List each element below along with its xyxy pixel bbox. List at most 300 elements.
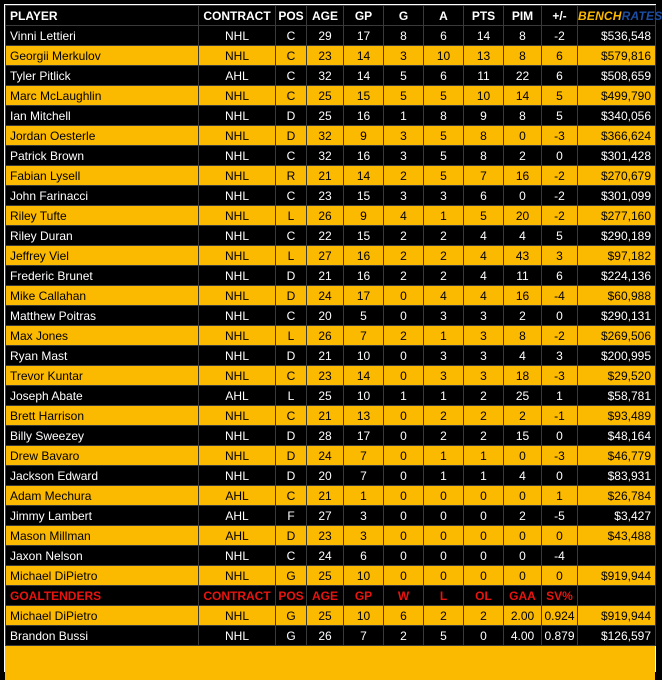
- salary-cell: [578, 546, 656, 566]
- games-played-cell: 1: [344, 486, 384, 506]
- contract-cell: NHL: [199, 606, 276, 626]
- contract-cell: NHL: [199, 286, 276, 306]
- points-cell: 2: [464, 426, 504, 446]
- position-cell: D: [276, 266, 307, 286]
- goals-cell: 3: [384, 46, 424, 66]
- games-played-cell: 10: [344, 386, 384, 406]
- goals-cell: 8: [384, 26, 424, 46]
- player-name-cell: Jaxon Nelson: [6, 546, 199, 566]
- points-cell: 0: [464, 566, 504, 586]
- position-cell: C: [276, 46, 307, 66]
- goals-cell: 4: [384, 206, 424, 226]
- points-cell: 0: [464, 486, 504, 506]
- plus-minus-cell: 0: [542, 146, 578, 166]
- salary-cell: $26,784: [578, 486, 656, 506]
- contract-cell: NHL: [199, 426, 276, 446]
- plus-minus-cell: 0: [542, 306, 578, 326]
- salary-cell: $366,624: [578, 126, 656, 146]
- contract-cell: NHL: [199, 186, 276, 206]
- plus-minus-cell: -3: [542, 446, 578, 466]
- goals-cell: 2: [384, 326, 424, 346]
- games-played-cell: 10: [344, 346, 384, 366]
- salary-cell: $29,520: [578, 366, 656, 386]
- games-played-cell: 7: [344, 326, 384, 346]
- player-name-cell: Patrick Brown: [6, 146, 199, 166]
- assists-cell: 8: [424, 106, 464, 126]
- goals-cell: 3: [384, 186, 424, 206]
- salary-cell: $200,995: [578, 346, 656, 366]
- goals-cell: 5: [384, 86, 424, 106]
- plus-minus-cell: 3: [542, 346, 578, 366]
- contract-cell: NHL: [199, 106, 276, 126]
- salary-cell: $579,816: [578, 46, 656, 66]
- goalie-row: [6, 606, 656, 626]
- points-cell: 3: [464, 366, 504, 386]
- assists-cell: 2: [424, 406, 464, 426]
- plus-minus-cell: -5: [542, 506, 578, 526]
- player-name-cell: Georgii Merkulov: [6, 46, 199, 66]
- games-played-cell: 3: [344, 526, 384, 546]
- player-row: [6, 526, 656, 546]
- player-row: [6, 126, 656, 146]
- position-cell: C: [276, 226, 307, 246]
- penalty-minutes-cell: 8: [504, 46, 542, 66]
- goalie-col-pos: POS: [276, 586, 307, 606]
- games-played-cell: 5: [344, 306, 384, 326]
- assists-cell: 1: [424, 466, 464, 486]
- goalie-col-l: L: [424, 586, 464, 606]
- player-row: [6, 106, 656, 126]
- age-cell: 25: [307, 86, 344, 106]
- games-played-cell: 10: [344, 566, 384, 586]
- player-row: [6, 506, 656, 526]
- stats-table: [5, 5, 662, 646]
- goals-cell: 0: [384, 446, 424, 466]
- position-cell: G: [276, 626, 307, 646]
- penalty-minutes-cell: 20: [504, 206, 542, 226]
- age-cell: 21: [307, 166, 344, 186]
- games-played-cell: 16: [344, 106, 384, 126]
- player-name-cell: Michael DiPietro: [6, 566, 199, 586]
- goals-cell: 0: [384, 486, 424, 506]
- age-cell: 29: [307, 26, 344, 46]
- salary-cell: $290,131: [578, 306, 656, 326]
- goals-cell: 0: [384, 366, 424, 386]
- penalty-minutes-cell: 0: [504, 486, 542, 506]
- goals-cell: 0: [384, 566, 424, 586]
- games-played-cell: 17: [344, 26, 384, 46]
- penalty-minutes-cell: 0: [504, 546, 542, 566]
- position-cell: F: [276, 506, 307, 526]
- player-name-cell: Trevor Kuntar: [6, 366, 199, 386]
- points-cell: 1: [464, 466, 504, 486]
- salary-cell: $919,944: [578, 566, 656, 586]
- plus-minus-cell: -2: [542, 326, 578, 346]
- contract-cell: AHL: [199, 506, 276, 526]
- points-cell: 5: [464, 206, 504, 226]
- games-played-cell: 16: [344, 246, 384, 266]
- player-name-cell: Jordan Oesterle: [6, 126, 199, 146]
- salary-cell: $48,164: [578, 426, 656, 446]
- assists-cell: 2: [424, 426, 464, 446]
- goals-cell: 0: [384, 546, 424, 566]
- position-cell: D: [276, 466, 307, 486]
- games-played-cell: 9: [344, 206, 384, 226]
- col-gp: GP: [344, 6, 384, 26]
- salary-cell: $46,779: [578, 446, 656, 466]
- player-row: [6, 366, 656, 386]
- goals-cell: 2: [384, 266, 424, 286]
- player-row: [6, 246, 656, 266]
- contract-cell: NHL: [199, 226, 276, 246]
- assists-cell: 3: [424, 366, 464, 386]
- player-row: [6, 146, 656, 166]
- player-row: [6, 466, 656, 486]
- player-row: [6, 186, 656, 206]
- plus-minus-cell: 0: [542, 526, 578, 546]
- position-cell: C: [276, 486, 307, 506]
- contract-cell: NHL: [199, 326, 276, 346]
- logo-word-bench: BENCH: [578, 8, 622, 23]
- save-percentage-cell: 0.924: [542, 606, 578, 626]
- goals-cell: 0: [384, 506, 424, 526]
- salary-cell: $277,160: [578, 206, 656, 226]
- contract-cell: NHL: [199, 166, 276, 186]
- games-played-cell: 14: [344, 166, 384, 186]
- penalty-minutes-cell: 8: [504, 326, 542, 346]
- points-cell: 2: [464, 386, 504, 406]
- player-row: [6, 546, 656, 566]
- points-cell: 2: [464, 406, 504, 426]
- plus-minus-cell: 3: [542, 246, 578, 266]
- goalie-col-svp: SV%: [542, 586, 578, 606]
- position-cell: D: [276, 426, 307, 446]
- goals-cell: 0: [384, 346, 424, 366]
- assists-cell: 10: [424, 46, 464, 66]
- position-cell: C: [276, 146, 307, 166]
- age-cell: 20: [307, 466, 344, 486]
- player-rows: [6, 26, 656, 586]
- penalty-minutes-cell: 2: [504, 406, 542, 426]
- player-name-cell: Riley Tufte: [6, 206, 199, 226]
- player-row: [6, 446, 656, 466]
- player-row: [6, 306, 656, 326]
- goals-cell: 2: [384, 166, 424, 186]
- player-name-cell: Adam Mechura: [6, 486, 199, 506]
- assists-cell: 5: [424, 166, 464, 186]
- assists-cell: 6: [424, 26, 464, 46]
- penalty-minutes-cell: 43: [504, 246, 542, 266]
- contract-cell: NHL: [199, 266, 276, 286]
- goalie-col-gp: GP: [344, 586, 384, 606]
- age-cell: 25: [307, 606, 344, 626]
- position-cell: C: [276, 366, 307, 386]
- overtime-losses-cell: 0: [464, 626, 504, 646]
- goalie-col-ol: OL: [464, 586, 504, 606]
- assists-cell: 5: [424, 126, 464, 146]
- age-cell: 24: [307, 446, 344, 466]
- salary-cell: $83,931: [578, 466, 656, 486]
- goals-cell: 0: [384, 306, 424, 326]
- age-cell: 27: [307, 506, 344, 526]
- age-cell: 21: [307, 266, 344, 286]
- points-cell: 8: [464, 126, 504, 146]
- age-cell: 22: [307, 226, 344, 246]
- player-name-cell: Ryan Mast: [6, 346, 199, 366]
- player-row: [6, 386, 656, 406]
- goals-against-average-cell: 2.00: [504, 606, 542, 626]
- player-name-cell: Joseph Abate: [6, 386, 199, 406]
- plus-minus-cell: 6: [542, 66, 578, 86]
- goals-cell: 0: [384, 466, 424, 486]
- contract-cell: NHL: [199, 46, 276, 66]
- goalie-name-cell: Michael DiPietro: [6, 606, 199, 626]
- points-cell: 3: [464, 326, 504, 346]
- salary-cell: $290,189: [578, 226, 656, 246]
- games-played-cell: 7: [344, 446, 384, 466]
- assists-cell: 2: [424, 266, 464, 286]
- games-played-cell: 16: [344, 266, 384, 286]
- assists-cell: 2: [424, 246, 464, 266]
- col-pts: PTS: [464, 6, 504, 26]
- col-g: G: [384, 6, 424, 26]
- games-played-cell: 15: [344, 226, 384, 246]
- penalty-minutes-cell: 0: [504, 566, 542, 586]
- games-played-cell: 15: [344, 86, 384, 106]
- player-name-cell: John Farinacci: [6, 186, 199, 206]
- points-cell: 10: [464, 86, 504, 106]
- age-cell: 24: [307, 546, 344, 566]
- contract-cell: NHL: [199, 246, 276, 266]
- contract-cell: NHL: [199, 146, 276, 166]
- points-cell: 0: [464, 526, 504, 546]
- age-cell: 25: [307, 566, 344, 586]
- points-cell: 14: [464, 26, 504, 46]
- contract-cell: NHL: [199, 466, 276, 486]
- goals-cell: 5: [384, 66, 424, 86]
- salary-cell: $270,679: [578, 166, 656, 186]
- position-cell: D: [276, 346, 307, 366]
- goalie-col-w: W: [384, 586, 424, 606]
- games-played-cell: 15: [344, 186, 384, 206]
- player-name-cell: Mason Millman: [6, 526, 199, 546]
- goals-cell: 2: [384, 246, 424, 266]
- player-name-cell: Drew Bavaro: [6, 446, 199, 466]
- salary-cell: $301,428: [578, 146, 656, 166]
- plus-minus-cell: 6: [542, 266, 578, 286]
- plus-minus-cell: -1: [542, 406, 578, 426]
- salary-cell: $301,099: [578, 186, 656, 206]
- salary-cell: $43,488: [578, 526, 656, 546]
- age-cell: 32: [307, 66, 344, 86]
- assists-cell: 6: [424, 66, 464, 86]
- header-row: [6, 6, 656, 26]
- plus-minus-cell: 5: [542, 106, 578, 126]
- contract-cell: NHL: [199, 26, 276, 46]
- goalie-col-gaa: GAA: [504, 586, 542, 606]
- plus-minus-cell: 0: [542, 426, 578, 446]
- age-cell: 32: [307, 146, 344, 166]
- player-name-cell: Fabian Lysell: [6, 166, 199, 186]
- salary-cell: $340,056: [578, 106, 656, 126]
- position-cell: L: [276, 326, 307, 346]
- penalty-minutes-cell: 14: [504, 86, 542, 106]
- salary-cell: $224,136: [578, 266, 656, 286]
- plus-minus-cell: -4: [542, 546, 578, 566]
- penalty-minutes-cell: 8: [504, 26, 542, 46]
- goals-cell: 0: [384, 426, 424, 446]
- assists-cell: 3: [424, 306, 464, 326]
- age-cell: 26: [307, 326, 344, 346]
- penalty-minutes-cell: 4: [504, 226, 542, 246]
- contract-cell: NHL: [199, 306, 276, 326]
- col-age: AGE: [307, 6, 344, 26]
- age-cell: 23: [307, 526, 344, 546]
- penalty-minutes-cell: 0: [504, 446, 542, 466]
- points-cell: 8: [464, 146, 504, 166]
- position-cell: D: [276, 126, 307, 146]
- points-cell: 4: [464, 226, 504, 246]
- penalty-minutes-cell: 0: [504, 186, 542, 206]
- plus-minus-cell: -2: [542, 166, 578, 186]
- col-player: PLAYER: [6, 6, 199, 26]
- contract-cell: AHL: [199, 386, 276, 406]
- age-cell: 32: [307, 126, 344, 146]
- age-cell: 23: [307, 366, 344, 386]
- age-cell: 21: [307, 406, 344, 426]
- goalie-col-contract: CONTRACT: [199, 586, 276, 606]
- player-name-cell: Jimmy Lambert: [6, 506, 199, 526]
- penalty-minutes-cell: 4: [504, 346, 542, 366]
- position-cell: C: [276, 306, 307, 326]
- points-cell: 11: [464, 66, 504, 86]
- penalty-minutes-cell: 16: [504, 166, 542, 186]
- points-cell: 1: [464, 446, 504, 466]
- position-cell: R: [276, 166, 307, 186]
- plus-minus-cell: 0: [542, 566, 578, 586]
- penalty-minutes-cell: 2: [504, 146, 542, 166]
- position-cell: D: [276, 446, 307, 466]
- player-name-cell: Riley Duran: [6, 226, 199, 246]
- plus-minus-cell: -3: [542, 126, 578, 146]
- player-row: [6, 166, 656, 186]
- position-cell: L: [276, 206, 307, 226]
- age-cell: 26: [307, 206, 344, 226]
- penalty-minutes-cell: 8: [504, 106, 542, 126]
- position-cell: C: [276, 86, 307, 106]
- games-played-cell: 14: [344, 366, 384, 386]
- points-cell: 4: [464, 246, 504, 266]
- assists-cell: 0: [424, 546, 464, 566]
- player-row: [6, 286, 656, 306]
- player-row: [6, 326, 656, 346]
- player-name-cell: Tyler Pitlick: [6, 66, 199, 86]
- penalty-minutes-cell: 2: [504, 306, 542, 326]
- player-name-cell: Vinni Lettieri: [6, 26, 199, 46]
- wins-cell: 6: [384, 606, 424, 626]
- age-cell: 25: [307, 106, 344, 126]
- player-row: [6, 66, 656, 86]
- player-row: [6, 206, 656, 226]
- player-name-cell: Frederic Brunet: [6, 266, 199, 286]
- player-name-cell: Mike Callahan: [6, 286, 199, 306]
- games-played-cell: 7: [344, 626, 384, 646]
- points-cell: 4: [464, 286, 504, 306]
- plus-minus-cell: 1: [542, 486, 578, 506]
- col-a: A: [424, 6, 464, 26]
- penalty-minutes-cell: 22: [504, 66, 542, 86]
- games-played-cell: 3: [344, 506, 384, 526]
- penalty-minutes-cell: 15: [504, 426, 542, 446]
- games-played-cell: 14: [344, 46, 384, 66]
- age-cell: 27: [307, 246, 344, 266]
- player-row: [6, 226, 656, 246]
- salary-cell: $536,548: [578, 26, 656, 46]
- points-cell: 0: [464, 506, 504, 526]
- salary-cell: $60,988: [578, 286, 656, 306]
- salary-cell: $269,506: [578, 326, 656, 346]
- points-cell: 13: [464, 46, 504, 66]
- contract-cell: NHL: [199, 206, 276, 226]
- plus-minus-cell: -4: [542, 286, 578, 306]
- assists-cell: 0: [424, 506, 464, 526]
- plus-minus-cell: 5: [542, 226, 578, 246]
- games-played-cell: 17: [344, 426, 384, 446]
- contract-cell: NHL: [199, 546, 276, 566]
- points-cell: 6: [464, 186, 504, 206]
- salary-cell: $97,182: [578, 246, 656, 266]
- plus-minus-cell: 5: [542, 86, 578, 106]
- goals-cell: 2: [384, 226, 424, 246]
- goalie-col-age: AGE: [307, 586, 344, 606]
- player-row: [6, 346, 656, 366]
- plus-minus-cell: 6: [542, 46, 578, 66]
- player-row: [6, 566, 656, 586]
- losses-cell: 2: [424, 606, 464, 626]
- player-row: [6, 406, 656, 426]
- position-cell: L: [276, 386, 307, 406]
- penalty-minutes-cell: 0: [504, 526, 542, 546]
- contract-cell: AHL: [199, 66, 276, 86]
- contract-cell: AHL: [199, 486, 276, 506]
- contract-cell: AHL: [199, 526, 276, 546]
- age-cell: 23: [307, 186, 344, 206]
- goals-against-average-cell: 4.00: [504, 626, 542, 646]
- assists-cell: 0: [424, 486, 464, 506]
- goalie-col-salary: [578, 586, 656, 606]
- penalty-minutes-cell: 16: [504, 286, 542, 306]
- contract-cell: NHL: [199, 366, 276, 386]
- age-cell: 21: [307, 486, 344, 506]
- position-cell: C: [276, 26, 307, 46]
- player-row: [6, 86, 656, 106]
- player-name-cell: Brett Harrison: [6, 406, 199, 426]
- salary-cell: $126,597: [578, 626, 656, 646]
- points-cell: 0: [464, 546, 504, 566]
- assists-cell: 1: [424, 206, 464, 226]
- contract-cell: NHL: [199, 626, 276, 646]
- bottom-band: [5, 646, 655, 680]
- player-row: [6, 426, 656, 446]
- stats-table-frame: [4, 4, 662, 672]
- position-cell: C: [276, 406, 307, 426]
- goalie-row: [6, 626, 656, 646]
- player-row: [6, 266, 656, 286]
- plus-minus-cell: -3: [542, 366, 578, 386]
- penalty-minutes-cell: 11: [504, 266, 542, 286]
- salary-cell: $3,427: [578, 506, 656, 526]
- assists-cell: 3: [424, 186, 464, 206]
